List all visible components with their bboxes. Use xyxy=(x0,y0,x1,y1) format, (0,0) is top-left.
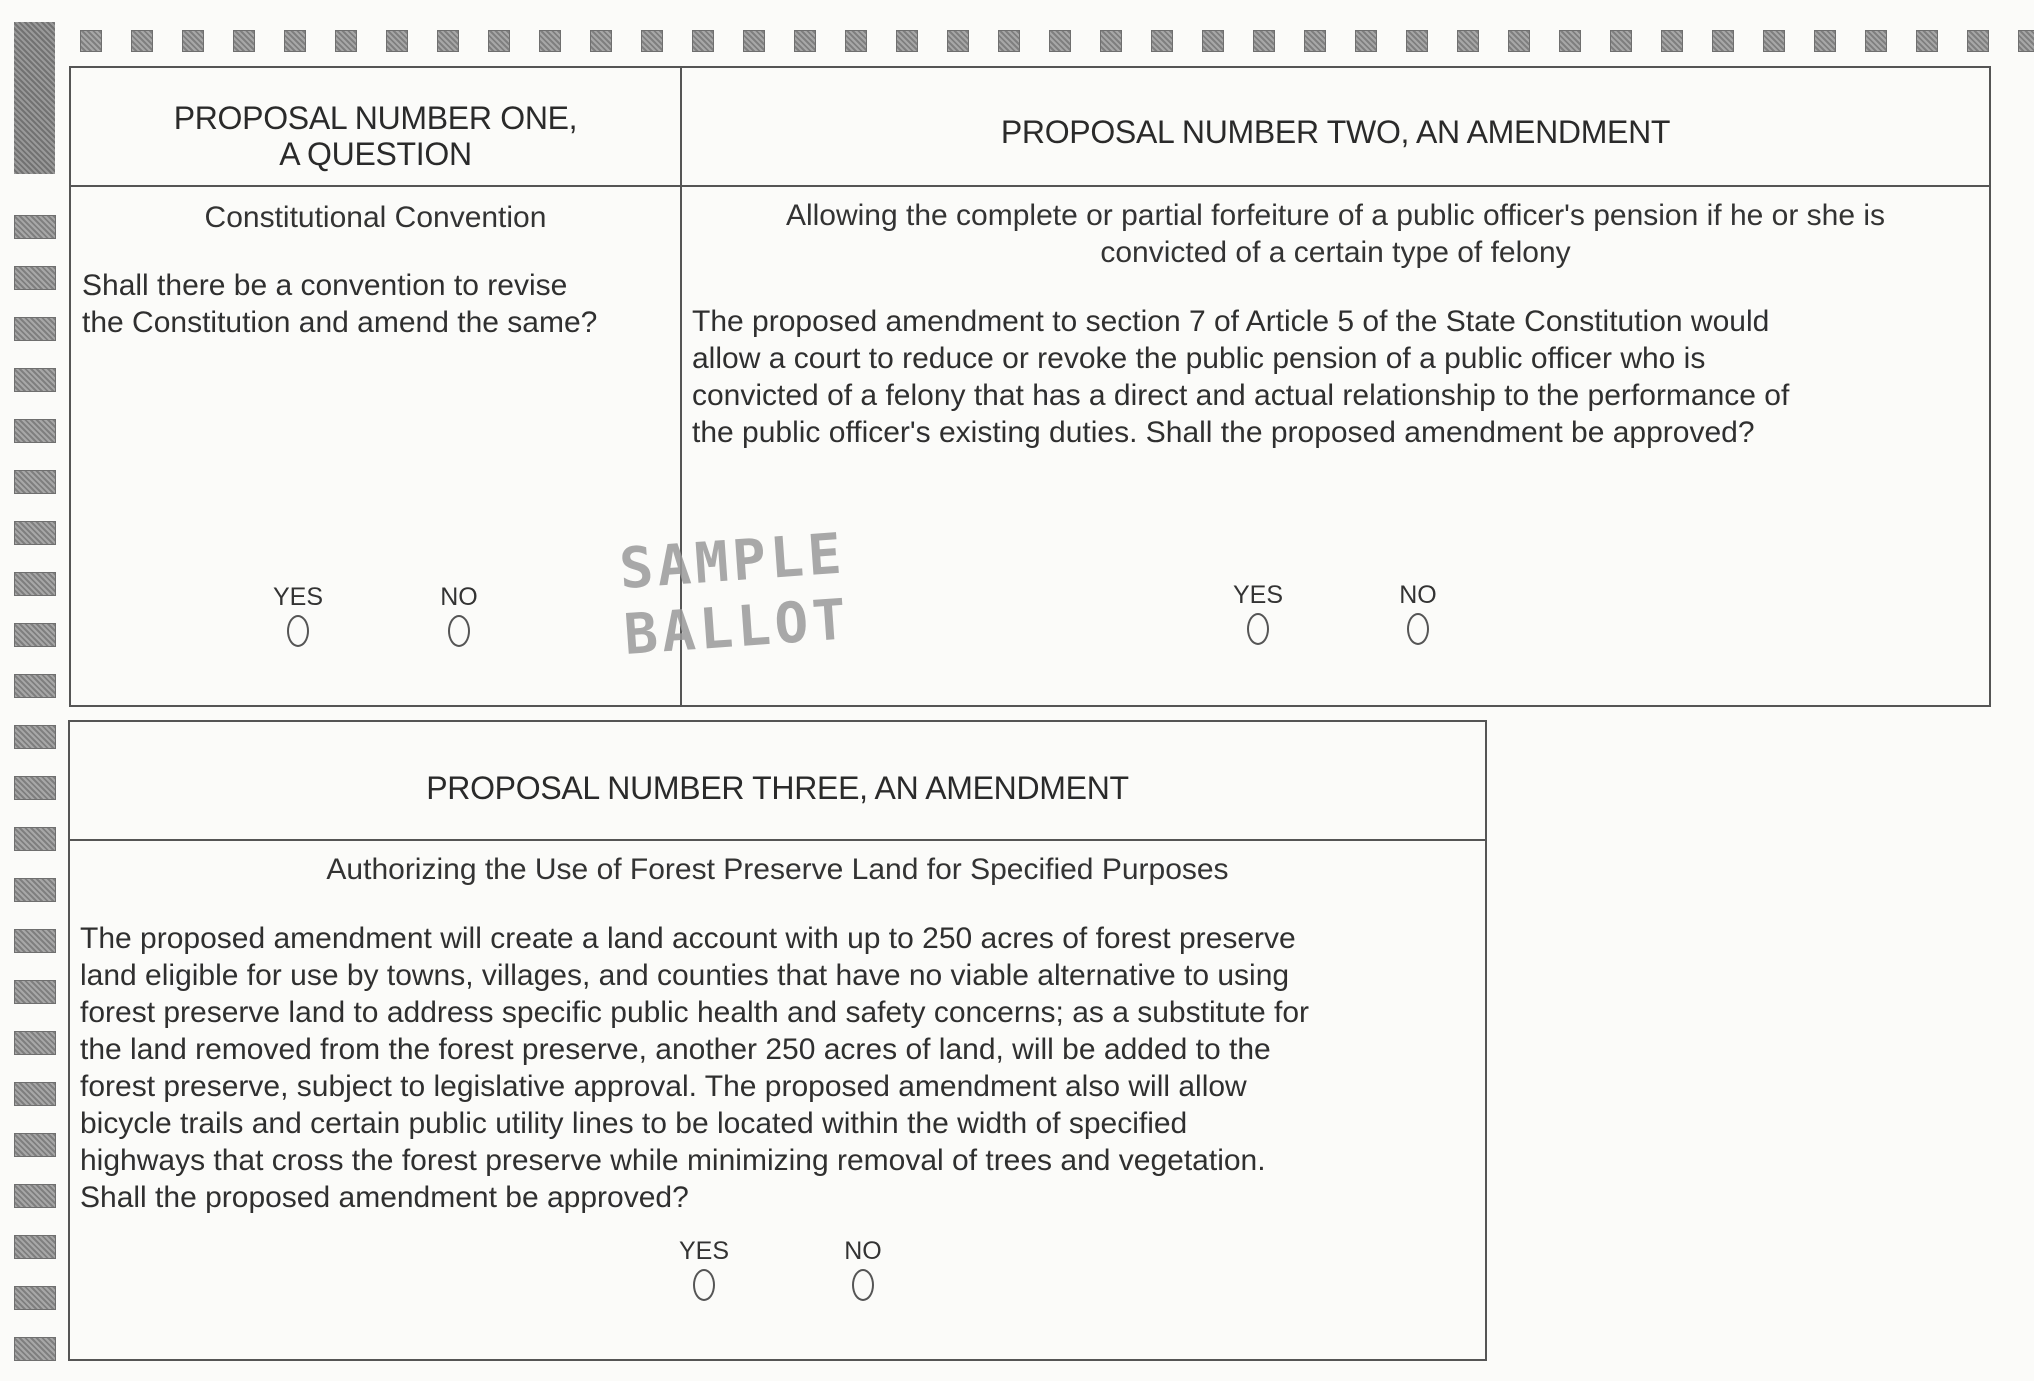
proposal-one-yes-oval[interactable] xyxy=(287,615,309,647)
timing-mark xyxy=(233,30,255,52)
yes-label: YES xyxy=(272,583,324,611)
timing-mark xyxy=(14,317,56,341)
proposal-one-question-line2: the Constitution and amend the same? xyxy=(82,306,598,339)
timing-mark xyxy=(1865,30,1887,52)
proposal-three-line: land eligible for use by towns, villages, and counties that have no viable alternative to using xyxy=(80,959,1290,992)
proposal-one-question-line1: Shall there be a convention to revise xyxy=(82,269,568,302)
proposal-two-yes-option[interactable] xyxy=(1218,581,1298,645)
timing-mark xyxy=(1457,30,1479,52)
sample-ballot-stamp xyxy=(617,519,886,682)
proposal-one-header-line2: A QUESTION xyxy=(279,136,472,172)
timing-mark xyxy=(14,521,56,545)
timing-mark xyxy=(1967,30,1989,52)
proposal-two-subtitle xyxy=(682,197,1989,271)
timing-mark xyxy=(998,30,1020,52)
timing-mark xyxy=(1151,30,1173,52)
timing-mark xyxy=(1100,30,1122,52)
timing-mark xyxy=(1355,30,1377,52)
proposal-one-no-option[interactable] xyxy=(419,583,499,647)
timing-mark xyxy=(1712,30,1734,52)
timing-mark xyxy=(1406,30,1428,52)
proposal-one-subtitle: Constitutional Convention xyxy=(204,201,547,234)
no-label: NO xyxy=(844,1237,882,1265)
timing-mark xyxy=(947,30,969,52)
proposal-three-yes-oval[interactable] xyxy=(693,1269,715,1301)
stamp-line2: BALLOT xyxy=(621,587,853,668)
proposal-two-line: convicted of a felony that has a direct and actual relationship to the performance of xyxy=(692,379,1790,412)
proposal-one-yes-option[interactable] xyxy=(258,583,338,647)
proposal-three-header-divider xyxy=(68,839,1487,841)
timing-mark xyxy=(2018,30,2034,52)
proposal-three-yes-option[interactable] xyxy=(664,1237,744,1301)
proposal-one-no-oval[interactable] xyxy=(448,615,470,647)
timing-mark xyxy=(14,776,56,800)
timing-mark xyxy=(14,1133,56,1157)
proposal-two-line: The proposed amendment to section 7 of Article 5 of the State Constitution would xyxy=(692,305,1770,338)
timing-mark xyxy=(1916,30,1938,52)
no-label: NO xyxy=(440,583,478,611)
timing-mark xyxy=(1763,30,1785,52)
proposal-three-line: highways that cross the forest preserve while minimizing removal of trees and vegetation. xyxy=(80,1144,1266,1177)
timing-mark xyxy=(14,929,56,953)
timing-mark xyxy=(845,30,867,52)
proposal-three-line: forest preserve land to address specific public health and safety concerns; as a substitute for xyxy=(80,996,1310,1029)
proposal-two-no-oval[interactable] xyxy=(1407,613,1429,645)
timing-mark xyxy=(14,1082,56,1106)
timing-mark xyxy=(1202,30,1224,52)
timing-mark xyxy=(14,572,56,596)
timing-mark xyxy=(488,30,510,52)
timing-mark xyxy=(1049,30,1071,52)
timing-mark xyxy=(284,30,306,52)
timing-mark xyxy=(14,1286,56,1310)
timing-mark xyxy=(794,30,816,52)
timing-mark xyxy=(14,1337,56,1361)
proposal-three-no-option[interactable] xyxy=(823,1237,903,1301)
proposal-two-text xyxy=(692,303,1982,451)
timing-mark xyxy=(80,30,102,52)
timing-mark xyxy=(896,30,918,52)
timing-mark xyxy=(1559,30,1581,52)
timing-mark xyxy=(14,1235,56,1259)
timing-mark xyxy=(14,980,56,1004)
proposal-two-header: PROPOSAL NUMBER TWO, AN AMENDMENT xyxy=(1000,114,1671,150)
stamp-line1: SAMPLE xyxy=(617,521,848,603)
yes-label: YES xyxy=(678,1237,730,1265)
timing-mark xyxy=(14,827,56,851)
timing-mark xyxy=(1610,30,1632,52)
proposal-three-no-oval[interactable] xyxy=(852,1269,874,1301)
timing-mark xyxy=(182,30,204,52)
proposal-three-line: bicycle trails and certain public utility lines to be located within the width of specified xyxy=(80,1107,1188,1140)
timing-mark xyxy=(1304,30,1326,52)
timing-mark xyxy=(14,419,56,443)
proposal-two-line: allow a court to reduce or revoke the public pension of a public officer who is xyxy=(692,342,1706,375)
proposal-three-line: forest preserve, subject to legislative approval. The proposed amendment also will allow xyxy=(80,1070,1247,1103)
header-divider xyxy=(69,185,1991,187)
timing-mark xyxy=(335,30,357,52)
timing-mark xyxy=(539,30,561,52)
no-label: NO xyxy=(1399,581,1437,609)
timing-mark xyxy=(14,674,56,698)
proposal-two-no-option[interactable] xyxy=(1378,581,1458,645)
proposal-two-subtitle-line1: Allowing the complete or partial forfeiture of a public officer's pension if he or she is xyxy=(785,199,1886,232)
timing-mark xyxy=(14,1031,56,1055)
proposal-three-subtitle: Authorizing the Use of Forest Preserve Land for Specified Purposes xyxy=(326,853,1229,886)
timing-mark xyxy=(1814,30,1836,52)
timing-mark xyxy=(14,215,56,239)
timing-mark xyxy=(14,623,56,647)
proposal-three-line: Shall the proposed amendment be approved? xyxy=(80,1181,689,1214)
timing-mark xyxy=(743,30,765,52)
timing-mark xyxy=(1253,30,1275,52)
proposal-one-header-line1: PROPOSAL NUMBER ONE, xyxy=(173,100,578,136)
timing-mark xyxy=(14,266,56,290)
timing-mark xyxy=(1661,30,1683,52)
timing-mark xyxy=(131,30,153,52)
proposal-one-header xyxy=(71,100,680,172)
yes-label: YES xyxy=(1232,581,1284,609)
proposal-one-question xyxy=(82,267,682,341)
proposal-two-yes-oval[interactable] xyxy=(1247,613,1269,645)
timing-mark xyxy=(14,368,56,392)
proposal-two-subtitle-line2: convicted of a certain type of felony xyxy=(1100,236,1571,269)
proposal-three-line: The proposed amendment will create a land account with up to 250 acres of forest preserve xyxy=(80,922,1296,955)
proposal-two-line: the public officer's existing duties. Shall the proposed amendment be approved? xyxy=(692,416,1755,449)
proposal-three-header: PROPOSAL NUMBER THREE, AN AMENDMENT xyxy=(426,770,1129,806)
timing-mark xyxy=(437,30,459,52)
timing-mark xyxy=(641,30,663,52)
proposal-three-text xyxy=(80,920,1480,1216)
timing-mark xyxy=(14,470,56,494)
timing-mark xyxy=(692,30,714,52)
timing-mark xyxy=(386,30,408,52)
timing-mark xyxy=(590,30,612,52)
timing-mark xyxy=(14,725,56,749)
timing-mark-corner xyxy=(14,22,55,174)
timing-mark xyxy=(14,1184,56,1208)
proposal-three-line: the land removed from the forest preserve, another 250 acres of land, will be added to the xyxy=(80,1033,1271,1066)
timing-mark xyxy=(14,878,56,902)
timing-mark xyxy=(1508,30,1530,52)
